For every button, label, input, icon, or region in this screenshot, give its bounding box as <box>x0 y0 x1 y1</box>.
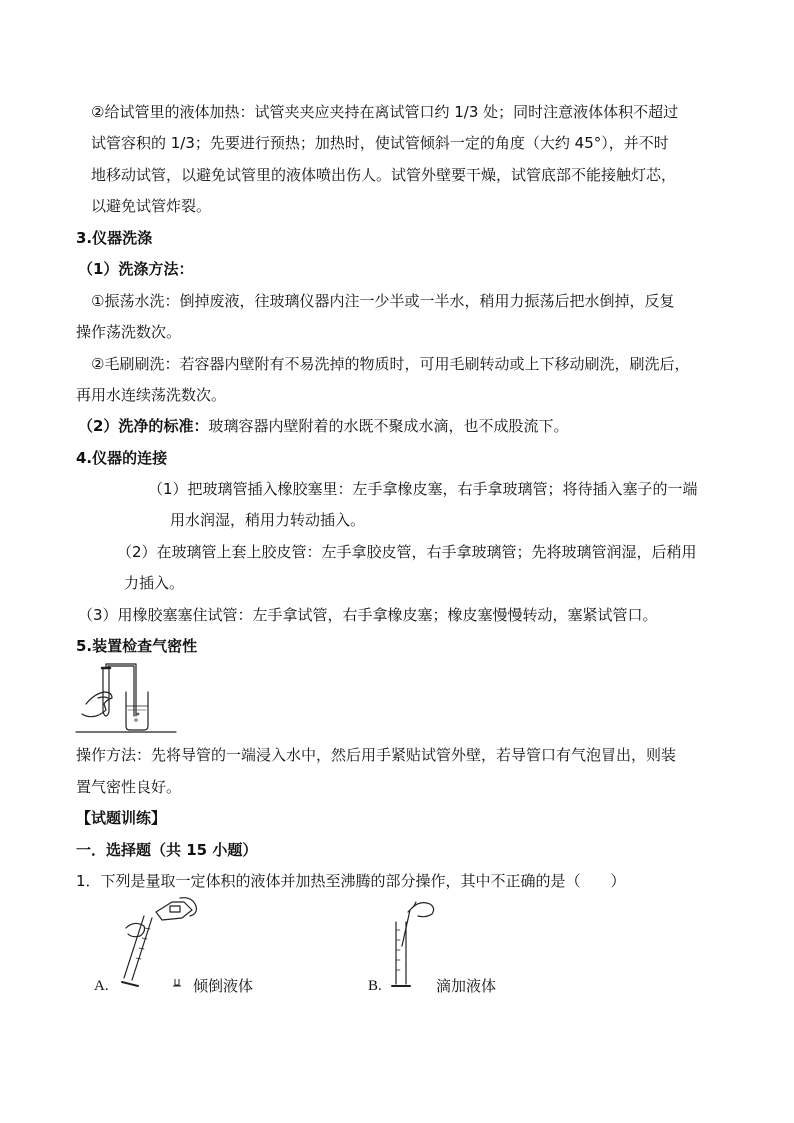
airtightness-check-illustration <box>76 664 176 736</box>
clean-standard-label: （2）洗净的标准： <box>78 417 209 435</box>
option-a-letter[interactable]: A. <box>94 978 109 994</box>
pour-liquid-illustration <box>122 898 202 988</box>
training-heading: 【试题训练】 <box>76 809 167 827</box>
heating-liquid-line-4: 以避免试管炸裂。 <box>91 197 212 215</box>
heating-liquid-line-1: ②给试管里的液体加热：试管夹夹应夹持在离试管口约 1/3 处；同时注意液体体积不超过 <box>91 103 679 121</box>
connect-item-2-line-2: 力插入。 <box>124 574 185 592</box>
choice-part-heading: 一．选择题（共 15 小题） <box>76 841 258 859</box>
connect-item-2-line-1: （2）在玻璃管上套上胶皮管：左手拿胶皮管，右手拿玻璃管；先将玻璃管润湿，后稍用 <box>117 543 697 561</box>
brush-wash-line-2: 再用水连续荡洗数次。 <box>76 386 227 404</box>
washing-method-heading: （1）洗涤方法： <box>78 260 194 278</box>
option-b-letter[interactable]: B. <box>368 978 382 994</box>
drop-liquid-illustration <box>390 900 440 990</box>
section-3-heading: 3.仪器洗涤 <box>76 229 153 247</box>
airtightness-method-line-2: 置气密性良好。 <box>76 778 182 796</box>
brush-wash-line-1: ②毛刷刷洗：若容器内壁附有不易洗掉的物质时，可用毛刷转动或上下移动刷洗，刷洗后， <box>91 355 690 373</box>
pour-liquid-small-icon <box>172 978 182 988</box>
connect-item-3: （3）用橡胶塞塞住试管：左手拿试管，右手拿橡皮塞；橡皮塞慢慢转动，塞紧试管口。 <box>78 606 658 624</box>
connect-item-1-line-1: （1）把玻璃管插入橡胶塞里：左手拿橡皮塞，右手拿玻璃管；将待插入塞子的一端 <box>148 480 698 498</box>
option-b-text: 滴加液体 <box>436 977 497 995</box>
heating-liquid-line-3: 地移动试管，以避免试管里的液体喷出伤人。试管外壁要干燥，试管底部不能接触灯芯， <box>91 166 677 184</box>
question-1-stem: 1．下列是量取一定体积的液体并加热至沸腾的部分操作，其中不正确的是（ ） <box>76 872 626 890</box>
section-4-heading: 4.仪器的连接 <box>76 449 168 467</box>
shake-wash-line-2: 操作荡洗数次。 <box>76 323 182 341</box>
option-a-text: 倾倒液体 <box>193 977 254 995</box>
connect-item-1-line-2: 用水润湿，稍用力转动插入。 <box>170 511 366 529</box>
heating-liquid-line-2: 试管容积的 1/3；先要进行预热；加热时，使试管倾斜一定的角度（大约 45°），并不时 <box>91 134 669 152</box>
shake-wash-line-1: ①振荡水洗：倒掉废液，往玻璃仪器内注一少半或一半水，稍用力振荡后把水倒掉，反复 <box>91 292 675 310</box>
clean-standard <box>78 416 568 436</box>
clean-standard-text: 玻璃容器内壁附着的水既不聚成水滴，也不成股流下。 <box>208 417 569 435</box>
airtightness-method-line-1: 操作方法：先将导管的一端浸入水中，然后用手紧贴试管外壁，若导管口有气泡冒出，则装 <box>76 746 677 764</box>
section-5-heading: 5.装置检查气密性 <box>76 637 198 655</box>
